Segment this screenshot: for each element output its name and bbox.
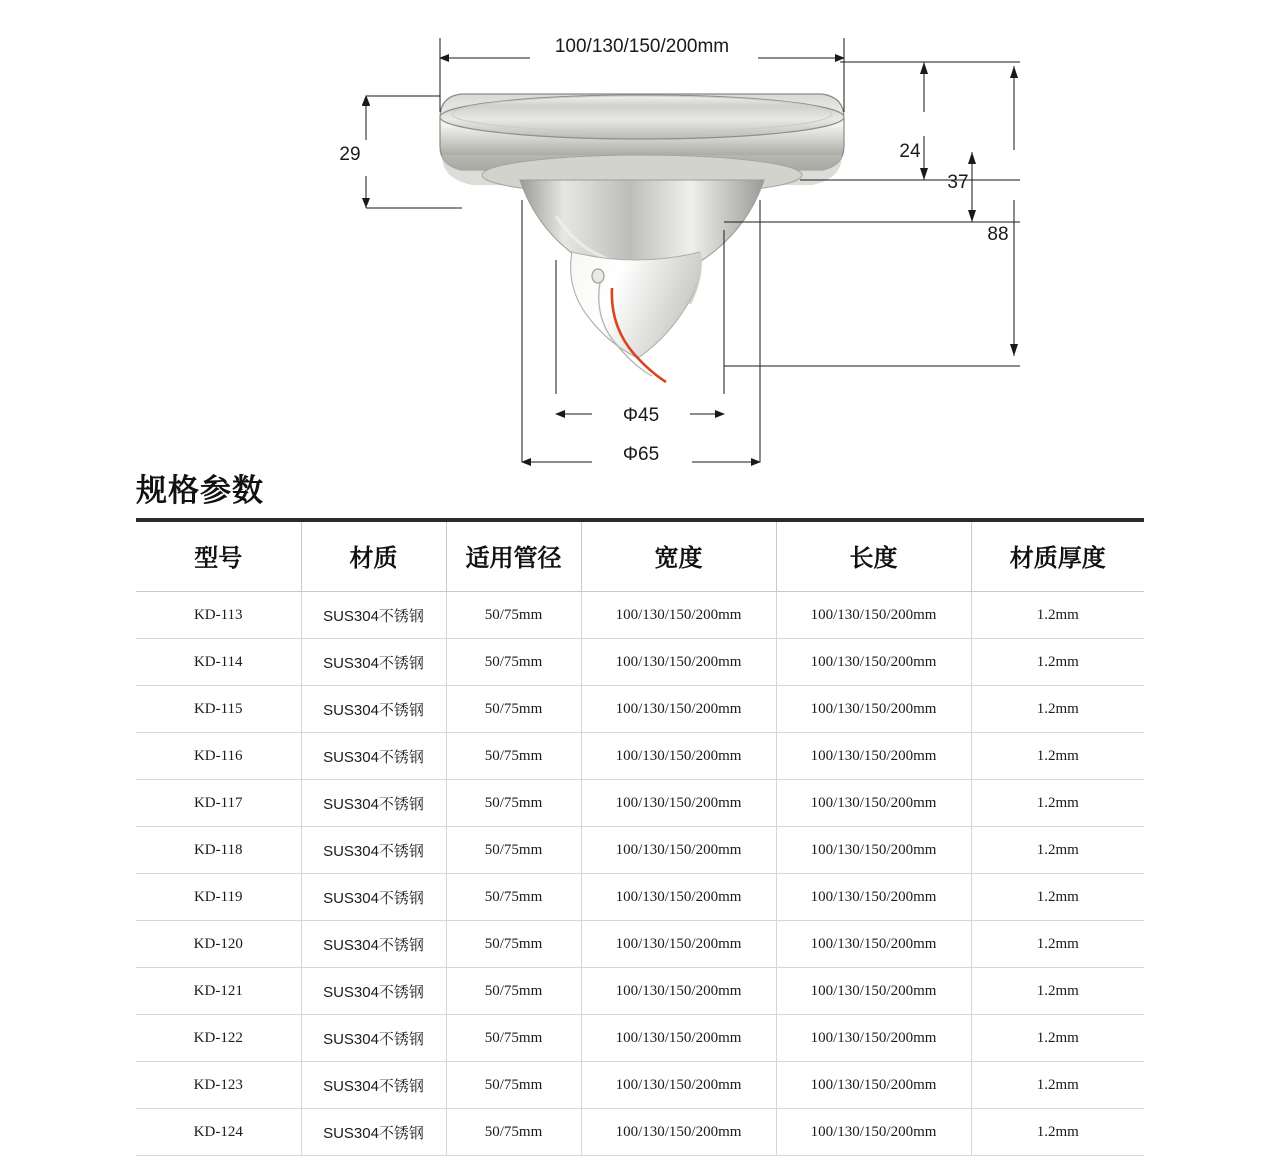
table-cell: KD-123: [136, 1062, 301, 1109]
table-row: [136, 921, 1144, 968]
table-cell: 100/130/150/200mm: [776, 1062, 971, 1109]
table-cell: 1.2mm: [971, 686, 1144, 733]
table-cell: 1.2mm: [971, 639, 1144, 686]
table-cell: 100/130/150/200mm: [776, 827, 971, 874]
table-cell: 1.2mm: [971, 827, 1144, 874]
table-cell: 50/75mm: [446, 733, 581, 780]
table-cell: 50/75mm: [446, 1109, 581, 1156]
table-cell: SUS304不锈钢: [301, 874, 446, 921]
table-cell: 100/130/150/200mm: [776, 1109, 971, 1156]
table-cell: 50/75mm: [446, 1062, 581, 1109]
table-header-row: [136, 520, 1144, 592]
dim-right-upper: 24: [899, 141, 921, 162]
table-row: [136, 686, 1144, 733]
table-cell: 100/130/150/200mm: [776, 639, 971, 686]
table-row: [136, 780, 1144, 827]
floor-drain-illustration: [440, 94, 844, 382]
table-cell: 100/130/150/200mm: [776, 592, 971, 639]
table-cell: 1.2mm: [971, 968, 1144, 1015]
spec-table-container: [136, 518, 1144, 1156]
table-cell: 100/130/150/200mm: [581, 968, 776, 1015]
table-cell: 50/75mm: [446, 686, 581, 733]
dim-left-height: 29: [339, 144, 361, 165]
table-cell: 50/75mm: [446, 780, 581, 827]
table-cell: 100/130/150/200mm: [581, 639, 776, 686]
table-cell: 100/130/150/200mm: [581, 733, 776, 780]
table-cell: 1.2mm: [971, 780, 1144, 827]
dim-right-total: 88: [987, 224, 1009, 245]
table-cell: SUS304不锈钢: [301, 733, 446, 780]
table-cell: KD-116: [136, 733, 301, 780]
table-header-cell: 材质: [301, 520, 446, 592]
table-cell: KD-124: [136, 1109, 301, 1156]
dim-top-width: 100/130/150/200mm: [554, 36, 730, 57]
table-cell: SUS304不锈钢: [301, 921, 446, 968]
table-cell: 100/130/150/200mm: [581, 874, 776, 921]
table-cell: 100/130/150/200mm: [581, 1109, 776, 1156]
table-cell: SUS304不锈钢: [301, 827, 446, 874]
table-cell: 100/130/150/200mm: [581, 780, 776, 827]
table-cell: 50/75mm: [446, 921, 581, 968]
table-cell: KD-117: [136, 780, 301, 827]
table-row: [136, 827, 1144, 874]
table-row: [136, 1062, 1144, 1109]
table-cell: 1.2mm: [971, 874, 1144, 921]
table-cell: 100/130/150/200mm: [776, 968, 971, 1015]
table-cell: 100/130/150/200mm: [581, 1015, 776, 1062]
table-cell: 1.2mm: [971, 921, 1144, 968]
table-row: [136, 1109, 1144, 1156]
table-cell: 100/130/150/200mm: [776, 874, 971, 921]
table-row: [136, 874, 1144, 921]
spec-table-head: [136, 520, 1144, 592]
table-cell: SUS304不锈钢: [301, 780, 446, 827]
table-cell: KD-122: [136, 1015, 301, 1062]
table-cell: SUS304不锈钢: [301, 592, 446, 639]
table-cell: SUS304不锈钢: [301, 639, 446, 686]
dim-inner-diameter: Φ45: [622, 405, 660, 426]
table-cell: SUS304不锈钢: [301, 1015, 446, 1062]
table-cell: 1.2mm: [971, 1062, 1144, 1109]
table-cell: 50/75mm: [446, 1015, 581, 1062]
table-row: [136, 639, 1144, 686]
table-cell: 100/130/150/200mm: [581, 686, 776, 733]
spec-table-body: [136, 592, 1144, 1156]
table-header-cell: 型号: [136, 520, 301, 592]
table-cell: 1.2mm: [971, 733, 1144, 780]
table-cell: 50/75mm: [446, 827, 581, 874]
table-row: [136, 968, 1144, 1015]
table-row: [136, 733, 1144, 780]
table-cell: 100/130/150/200mm: [581, 827, 776, 874]
product-technical-drawing: [0, 0, 1280, 500]
table-cell: SUS304不锈钢: [301, 686, 446, 733]
table-cell: 100/130/150/200mm: [776, 1015, 971, 1062]
table-cell: SUS304不锈钢: [301, 968, 446, 1015]
table-cell: 100/130/150/200mm: [581, 1062, 776, 1109]
table-header-cell: 适用管径: [446, 520, 581, 592]
dim-right-mid: 37: [947, 172, 969, 193]
table-cell: 50/75mm: [446, 592, 581, 639]
table-header-cell: 宽度: [581, 520, 776, 592]
table-cell: 100/130/150/200mm: [776, 733, 971, 780]
table-cell: KD-115: [136, 686, 301, 733]
dim-outer-diameter: Φ65: [622, 444, 660, 465]
table-cell: 50/75mm: [446, 968, 581, 1015]
table-cell: 1.2mm: [971, 592, 1144, 639]
table-cell: 100/130/150/200mm: [581, 921, 776, 968]
table-cell: KD-119: [136, 874, 301, 921]
table-cell: KD-118: [136, 827, 301, 874]
table-cell: KD-120: [136, 921, 301, 968]
table-header-cell: 长度: [776, 520, 971, 592]
table-row: [136, 592, 1144, 639]
table-header-cell: 材质厚度: [971, 520, 1144, 592]
table-cell: 100/130/150/200mm: [776, 780, 971, 827]
spec-section-title: 规格参数: [136, 473, 264, 508]
table-cell: 50/75mm: [446, 874, 581, 921]
table-cell: 100/130/150/200mm: [776, 686, 971, 733]
table-cell: SUS304不锈钢: [301, 1062, 446, 1109]
table-cell: SUS304不锈钢: [301, 1109, 446, 1156]
table-cell: 100/130/150/200mm: [581, 592, 776, 639]
table-cell: KD-121: [136, 968, 301, 1015]
table-cell: 100/130/150/200mm: [776, 921, 971, 968]
table-cell: 1.2mm: [971, 1015, 1144, 1062]
table-cell: KD-114: [136, 639, 301, 686]
table-row: [136, 1015, 1144, 1062]
table-cell: 50/75mm: [446, 639, 581, 686]
spec-table: [136, 518, 1144, 1156]
table-cell: 1.2mm: [971, 1109, 1144, 1156]
table-cell: KD-113: [136, 592, 301, 639]
